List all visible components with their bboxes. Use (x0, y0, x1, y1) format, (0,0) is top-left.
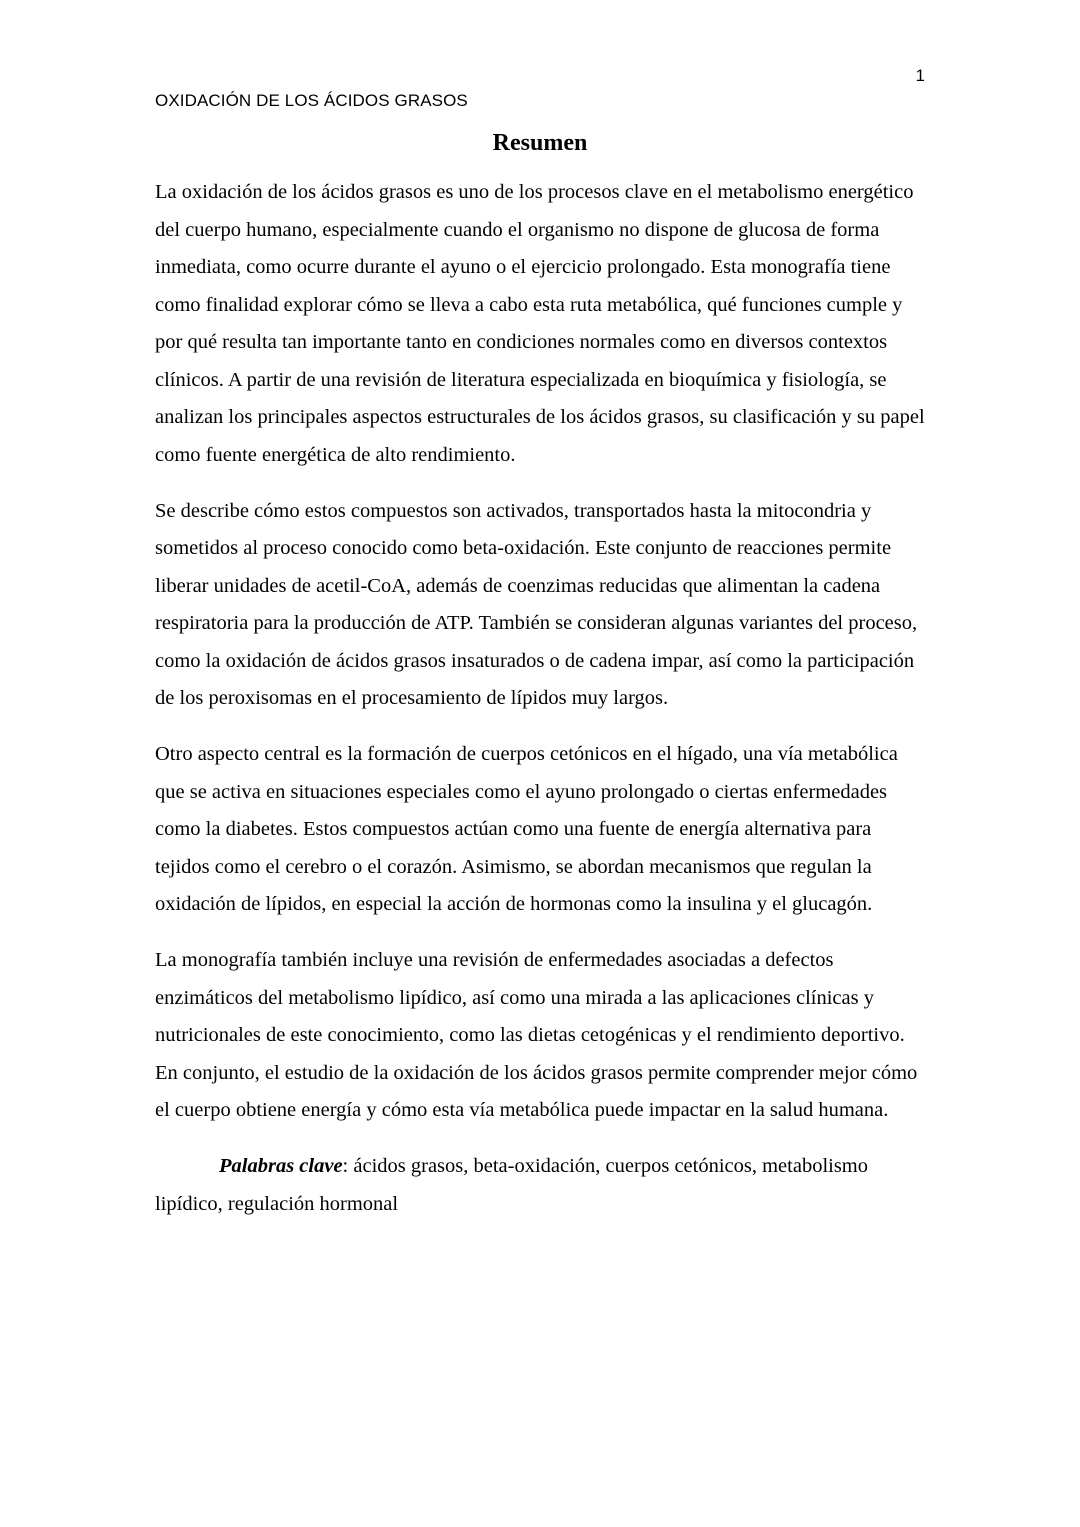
page-number: 1 (915, 66, 925, 85)
abstract-paragraph-1: La oxidación de los ácidos grasos es uno de los procesos clave en el metabolismo energético del cuerpo humano, especialmente cuando el organismo no dispone de glucosa de forma inmediata, como ocurre durante el ayuno o el ejercicio prolongado. Esta monografía tiene como finalidad explorar cómo se lleva a cabo esta ruta metabólica, qué funciones cumple y por qué resulta tan importante tanto en condiciones normales como en diversos contextos clínicos. A partir de una revisión de literatura especializada en bioquímica y fisiología, se analizan los principales aspectos estructurales de los ácidos grasos, su clasificación y su papel como fuente energética de alto rendimiento. (155, 181, 925, 466)
abstract-body (155, 174, 925, 1242)
keywords-separator: : (342, 1155, 354, 1177)
abstract-paragraph-2: Se describe cómo estos compuestos son activados, transportados hasta la mitocondria y sometidos al proceso conocido como beta-oxidación. Este conjunto de reacciones permite liberar unidades de acetil-CoA, además de coenzimas reducidas que alimentan la cadena respiratoria para la producción de ATP. También se consideran algunas variantes del proceso, como la oxidación de ácidos grasos insaturados o de cadena impar, así como la participación de los peroxisomas en el procesamiento de lípidos muy largos. (155, 499, 918, 709)
keywords-text: ácidos grasos, beta-oxidación, cuerpos cetónicos, metabolismo lipídico, regulación hormonal (155, 1155, 869, 1215)
abstract-paragraph-4: La monografía también incluye una revisión de enfermedades asociadas a defectos enzimáticos del metabolismo lipídico, así como una mirada a las aplicaciones clínicas y nutricionales de este conocimiento, como las dietas cetogénicas y el rendimiento deportivo. En conjunto, el estudio de la oxidación de los ácidos grasos permite comprender mejor cómo el cuerpo obtiene energía y cómo esta vía metabólica puede impactar en la salud humana. (155, 949, 918, 1121)
keywords-line (155, 1148, 925, 1223)
running-head: OXIDACIÓN DE LOS ÁCIDOS GRASOS (155, 91, 468, 110)
abstract-paragraph-3: Otro aspecto central es la formación de cuerpos cetónicos en el hígado, una vía metabólica que se activa en situaciones especiales como el ayuno prolongado o ciertas enfermedades como la diabetes. Estos compuestos actúan como una fuente de energía alternativa para tejidos como el cerebro o el corazón. Asimismo, se abordan mecanismos que regulan la oxidación de lípidos, en especial la acción de hormonas como la insulina y el glucagón. (155, 743, 898, 915)
section-title: Resumen (492, 130, 588, 156)
keywords-label: Palabras clave (219, 1155, 343, 1177)
